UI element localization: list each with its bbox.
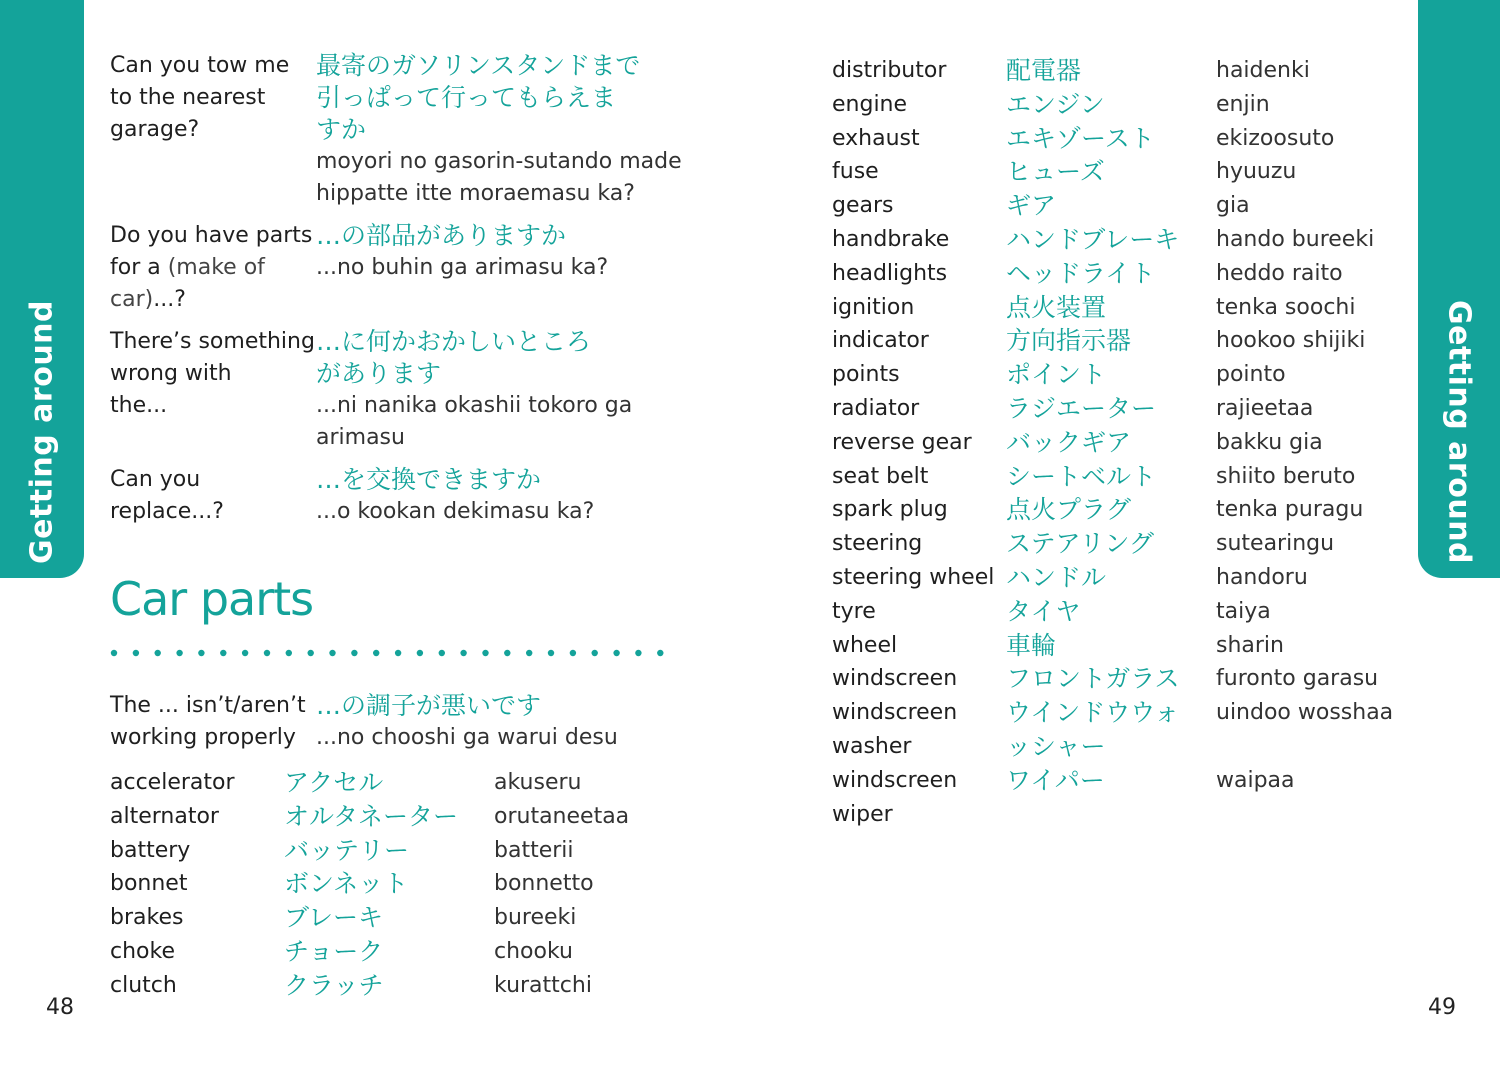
vocab-row: [832, 189, 1393, 223]
vocab-english: ignition: [832, 294, 915, 320]
vocab-japanese: エンジン: [1006, 89, 1105, 119]
phrase-romaji-line: ...no buhin ga arimasu ka?: [316, 255, 609, 280]
phrase-english-line: garage?: [110, 117, 200, 142]
phrase-japanese-line: 最寄のガソリンスタンドまで: [316, 51, 641, 80]
phrase-replace: [110, 464, 690, 528]
vocab-english: clutch: [110, 972, 177, 998]
vocab-romaji: pointo: [1216, 362, 1286, 388]
vocab-english: distributor: [832, 58, 947, 83]
divider-dot: [329, 650, 335, 656]
vocab-english: accelerator: [110, 770, 235, 795]
vocab-english: windscreen: [832, 666, 958, 692]
vocab-english: steering: [832, 531, 923, 557]
side-tab-right: [1418, 0, 1500, 578]
vocab-english: spark plug: [832, 497, 948, 523]
vocab-row: [832, 493, 1393, 527]
phrase-romaji-line: ...o kookan dekimasu ka?: [316, 499, 595, 524]
phrase-english: [110, 50, 316, 210]
vocab-row: [110, 800, 629, 834]
phrase-english-line: Can you tow me: [110, 53, 290, 78]
vocab-row: [832, 798, 1393, 832]
phrase-japanese-line: …の部品がありますか: [316, 221, 567, 250]
phrase-english-line: Can you: [110, 467, 201, 492]
vocab-japanese: 点火プラグ: [1006, 495, 1132, 525]
vocab-romaji: handoru: [1216, 564, 1308, 590]
vocab-row: [832, 392, 1393, 426]
divider-dot: [133, 650, 139, 656]
side-tab-label-left: Getting around: [24, 299, 60, 565]
vocab-row: [832, 291, 1393, 325]
divider-dot: [308, 650, 314, 656]
vocab-row: [110, 935, 629, 969]
vocab-row: [832, 122, 1393, 156]
vocab-romaji: heddo raito: [1216, 260, 1343, 286]
vocab-row: [832, 88, 1393, 122]
vocab-english: engine: [832, 91, 908, 117]
side-tab-label-right: Getting around: [1441, 299, 1477, 565]
vocab-row: [110, 834, 629, 868]
vocab-row: [832, 324, 1393, 358]
divider-dot: [548, 650, 554, 656]
vocab-japanese: ボンネット: [284, 869, 409, 899]
vocab-japanese: ヘッドライト: [1006, 258, 1156, 288]
phrase-english-line: The ... isn’t/aren’t: [110, 693, 306, 718]
vocab-japanese: フロントガラス: [1006, 664, 1180, 694]
phrase-note: car): [110, 287, 154, 312]
vocab-english: seat belt: [832, 463, 929, 489]
vocab-row: [832, 561, 1393, 595]
divider-dot: [176, 650, 182, 656]
vocab-japanese: シートベルト: [1006, 461, 1157, 491]
divider-dot: [439, 650, 445, 656]
vocab-english: indicator: [832, 328, 929, 354]
phrase-working-properly: [110, 690, 690, 754]
vocab-english: windscreen: [832, 767, 958, 793]
vocab-romaji: enjin: [1216, 91, 1270, 117]
vocab-english: reverse gear: [832, 429, 972, 455]
vocab-romaji: haidenki: [1216, 58, 1310, 83]
phrase-japanese-line: …を交換できますか: [316, 465, 542, 494]
vocab-english: radiator: [832, 395, 920, 421]
phrase-english-line: Do you have parts: [110, 223, 313, 248]
vocab-row: [832, 426, 1393, 460]
vocab-english: handbrake: [832, 226, 950, 252]
vocab-romaji: shiito beruto: [1216, 463, 1356, 489]
phrase-note: (make of: [167, 255, 265, 280]
vocab-row: [832, 629, 1393, 663]
vocab-japanese: 車輪: [1006, 630, 1057, 660]
phrase-romaji-line: ...ni nanika okashii tokoro ga: [316, 393, 633, 418]
divider-dot: [526, 650, 532, 656]
divider-dot: [264, 650, 270, 656]
vocab-row: [832, 54, 1393, 88]
vocab-romaji: chooku: [494, 938, 573, 964]
vocab-english: gears: [832, 193, 894, 219]
vocab-japanese: アクセル: [284, 768, 384, 797]
phrase-english-line: wrong with: [110, 361, 232, 386]
divider-dot: [657, 650, 663, 656]
vocab-row: [832, 595, 1393, 629]
vocab-romaji: hyuuzu: [1216, 159, 1297, 185]
phrase-english: [110, 220, 316, 316]
vocab-english: choke: [110, 938, 175, 964]
phrase-parts: [110, 220, 690, 316]
phrase-romaji-line: arimasu: [316, 425, 405, 450]
vocab-romaji: tenka soochi: [1216, 294, 1356, 320]
vocab-row: [832, 527, 1393, 561]
divider-dot: [395, 650, 401, 656]
page-number-right: 49: [1428, 995, 1456, 1020]
vocab-romaji: akuseru: [494, 770, 582, 795]
vocab-english: windscreen: [832, 700, 958, 726]
vocab-english: washer: [832, 733, 912, 759]
vocab-english: bonnet: [110, 871, 188, 897]
vocab-row: [832, 223, 1393, 257]
divider-dot: [504, 650, 510, 656]
vocab-japanese: バッテリー: [284, 835, 410, 865]
vocab-romaji: taiya: [1216, 598, 1271, 624]
divider-dot: [635, 650, 641, 656]
divider-dot: [111, 650, 117, 656]
vocab-japanese: オルタネーター: [284, 801, 459, 831]
divider-dot: [220, 650, 226, 656]
dotted-divider: [110, 646, 670, 660]
vocab-romaji: bureeki: [494, 905, 577, 931]
phrase-english-line: working properly: [110, 725, 296, 750]
vocab-japanese: 点火装置: [1006, 292, 1107, 322]
vocab-japanese: バックギア: [1006, 427, 1132, 457]
vocab-row: [832, 155, 1393, 189]
vocab-japanese: ハンドル: [1006, 562, 1107, 592]
vocab-japanese: 配電器: [1006, 56, 1082, 85]
vocab-row: [832, 257, 1393, 291]
phrase-japanese-line: があります: [316, 359, 442, 388]
vocab-romaji: sutearingu: [1216, 531, 1335, 557]
vocab-english: wiper: [832, 801, 893, 827]
divider-dot: [286, 650, 292, 656]
divider-dot: [198, 650, 204, 656]
vocab-list-right: [832, 54, 1393, 831]
vocab-row: [832, 358, 1393, 392]
vocab-english: steering wheel: [832, 564, 995, 590]
vocab-japanese: ポイント: [1006, 360, 1107, 390]
vocab-japanese: ウインドウウォ: [1006, 698, 1180, 728]
vocab-romaji: sharin: [1216, 632, 1284, 658]
vocab-romaji: tenka puragu: [1216, 497, 1364, 523]
vocab-english: fuse: [832, 159, 879, 185]
vocab-english: points: [832, 362, 900, 388]
vocab-list-left: [110, 766, 629, 1003]
vocab-japanese: ッシャー: [1006, 731, 1106, 761]
vocab-japanese: チョーク: [284, 936, 384, 966]
vocab-romaji: orutaneetaa: [494, 803, 630, 829]
divider-dot: [570, 650, 576, 656]
vocab-english: wheel: [832, 632, 898, 658]
phrase-english: [110, 690, 316, 754]
vocab-row: [832, 730, 1393, 764]
vocab-romaji: bonnetto: [494, 871, 594, 897]
section-title-car-parts: Car parts: [110, 572, 314, 626]
phrase-romaji-line: ...no chooshi ga warui desu: [316, 725, 618, 750]
vocab-row: [110, 901, 629, 935]
divider-dot: [373, 650, 379, 656]
vocab-english: tyre: [832, 598, 876, 624]
divider-dot: [155, 650, 161, 656]
divider-dot: [482, 650, 488, 656]
vocab-row: [832, 460, 1393, 494]
vocab-row: [110, 867, 629, 901]
phrase-romaji-line: moyori no gasorin-sutando made: [316, 149, 682, 174]
vocab-english: battery: [110, 837, 191, 863]
vocab-japanese: ラジエーター: [1006, 393, 1157, 423]
vocab-romaji: kurattchi: [494, 972, 592, 998]
divider-dot: [417, 650, 423, 656]
vocab-romaji: batterii: [494, 837, 574, 863]
vocab-romaji: furonto garasu: [1216, 666, 1379, 692]
vocab-row: [832, 662, 1393, 696]
phrase-english: [110, 464, 316, 528]
phrase-japanese-line: すか: [316, 115, 367, 144]
phrase-japanese-line: …に何かおかしいところ: [316, 327, 592, 356]
side-tab-left: [0, 0, 84, 578]
vocab-japanese: ギア: [1006, 191, 1057, 221]
vocab-english: exhaust: [832, 125, 920, 151]
vocab-romaji: bakku gia: [1216, 429, 1323, 455]
vocab-japanese: ワイパー: [1006, 765, 1105, 795]
vocab-romaji: ekizoosuto: [1216, 125, 1335, 151]
vocab-japanese: ハンドブレーキ: [1006, 224, 1180, 254]
phrase-japanese-line: 引っぱって行ってもらえま: [316, 83, 617, 112]
phrase-english-line: There’s something: [110, 329, 315, 354]
vocab-japanese: クラッチ: [284, 970, 384, 1000]
phrase-english-text: ...?: [153, 287, 186, 312]
phrase-english-line: to the nearest: [110, 85, 266, 110]
vocab-english: brakes: [110, 905, 184, 931]
vocab-romaji: gia: [1216, 193, 1250, 219]
vocab-romaji: hookoo shijiki: [1216, 328, 1366, 354]
phrase-english: [110, 326, 316, 454]
divider-dot: [351, 650, 357, 656]
divider-dot: [592, 650, 598, 656]
phrase-english-line: replace...?: [110, 499, 224, 524]
vocab-japanese: ブレーキ: [284, 903, 384, 933]
vocab-row: [110, 969, 629, 1003]
vocab-japanese: ヒューズ: [1006, 157, 1105, 187]
vocab-japanese: 方向指示器: [1006, 326, 1132, 356]
vocab-japanese: [1006, 798, 1216, 832]
phrase-english-text: for a: [110, 255, 168, 280]
phrase-english-line: the...: [110, 393, 168, 418]
vocab-english: headlights: [832, 260, 948, 286]
vocab-japanese: タイヤ: [1006, 596, 1081, 626]
vocab-japanese: ステアリング: [1006, 529, 1155, 559]
vocab-japanese: エキゾースト: [1006, 123, 1155, 153]
divider-dot: [460, 650, 466, 656]
vocab-romaji: waipaa: [1216, 767, 1295, 793]
vocab-romaji: rajieetaa: [1216, 395, 1314, 421]
vocab-row: [832, 764, 1393, 798]
phrase-something-wrong: [110, 326, 690, 454]
page-number-left: 48: [46, 995, 74, 1020]
vocab-english: alternator: [110, 803, 219, 829]
vocab-romaji: uindoo wosshaa: [1216, 700, 1394, 726]
divider-dot: [613, 650, 619, 656]
vocab-row: [832, 696, 1393, 730]
divider-dot: [242, 650, 248, 656]
vocab-romaji: hando bureeki: [1216, 226, 1375, 252]
phrase-romaji-line: hippatte itte moraemasu ka?: [316, 181, 635, 206]
vocab-row: [110, 766, 629, 800]
phrase-japanese-line: …の調子が悪いです: [316, 691, 542, 720]
phrase-tow-garage: [110, 50, 690, 210]
